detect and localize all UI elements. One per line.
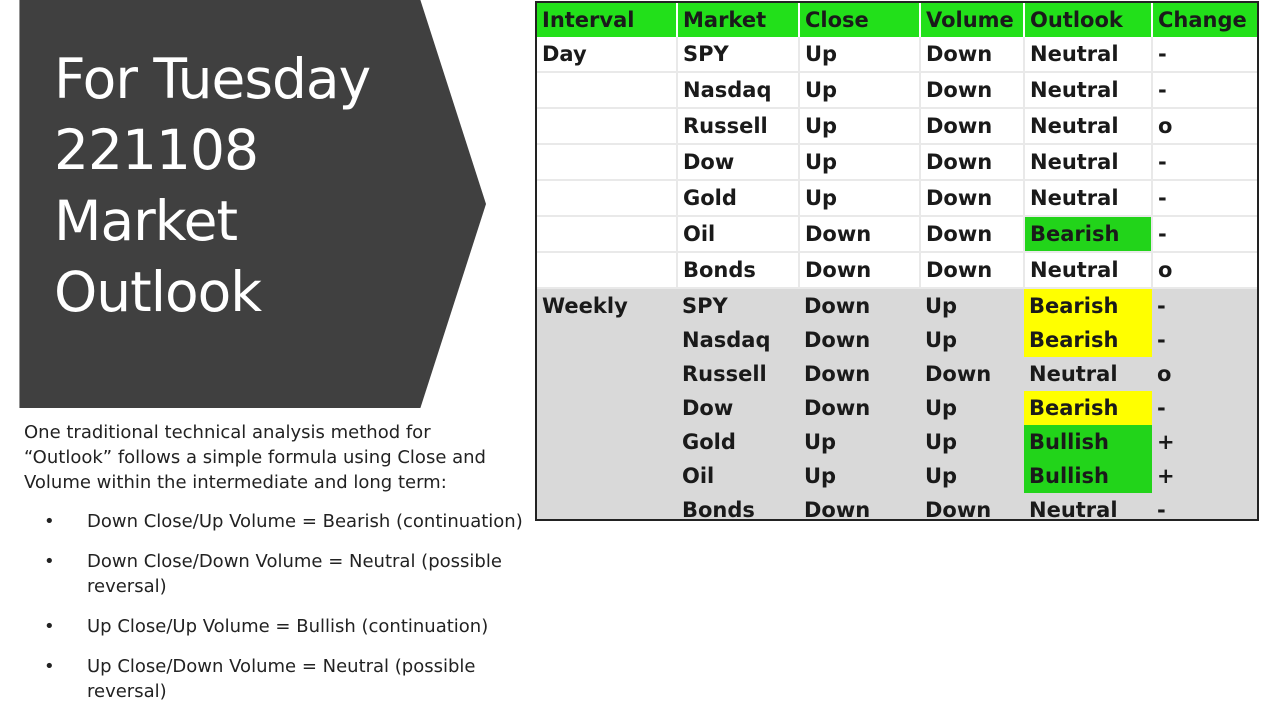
cell-market: Gold: [677, 180, 799, 216]
rule-text: Up Close/Down Volume = Neutral (possible reversal): [87, 656, 476, 702]
rule-item: [24, 614, 524, 639]
table-row: [537, 459, 1257, 493]
header-interval: Interval: [537, 3, 677, 37]
cell-volume: Down: [920, 252, 1024, 288]
cell-close: Up: [799, 108, 920, 144]
cell-market: Bonds: [677, 252, 799, 288]
table-row: [537, 72, 1257, 108]
cell-interval: [537, 72, 677, 108]
outlook-explanation: [24, 420, 524, 719]
bullet-icon: •: [44, 551, 55, 572]
cell-change: -: [1152, 288, 1257, 323]
table-row: [537, 391, 1257, 425]
cell-change: o: [1152, 357, 1257, 391]
table-row: [537, 357, 1257, 391]
cell-change: -: [1152, 216, 1257, 252]
cell-outlook: Bearish: [1024, 216, 1152, 252]
outlook-table-container: [535, 1, 1259, 521]
cell-change: o: [1152, 252, 1257, 288]
cell-change: -: [1152, 493, 1257, 521]
cell-market: Bonds: [677, 493, 799, 521]
cell-outlook: Neutral: [1024, 72, 1152, 108]
cell-outlook: Bearish: [1024, 323, 1152, 357]
cell-market: SPY: [677, 37, 799, 72]
title-line: Outlook: [54, 260, 262, 324]
cell-market: Nasdaq: [677, 323, 799, 357]
cell-close: Down: [799, 216, 920, 252]
cell-volume: Down: [920, 357, 1024, 391]
cell-close: Up: [799, 144, 920, 180]
cell-close: Down: [799, 357, 920, 391]
cell-volume: Down: [920, 180, 1024, 216]
cell-change: -: [1152, 72, 1257, 108]
header-market: Market: [677, 3, 799, 37]
title-line: Market: [54, 189, 238, 253]
header-outlook: Outlook: [1024, 3, 1152, 37]
table-body: [537, 37, 1257, 521]
table-header-row: [537, 3, 1257, 37]
cell-volume: Up: [920, 391, 1024, 425]
cell-volume: Up: [920, 323, 1024, 357]
cell-outlook: Bullish: [1024, 459, 1152, 493]
cell-interval: Day: [537, 37, 677, 72]
cell-market: Oil: [677, 216, 799, 252]
cell-volume: Up: [920, 288, 1024, 323]
cell-interval: [537, 108, 677, 144]
cell-interval: [537, 391, 677, 425]
cell-outlook: Neutral: [1024, 108, 1152, 144]
table-row: [537, 288, 1257, 323]
bullet-icon: •: [44, 616, 55, 637]
cell-interval: Weekly: [537, 288, 677, 323]
rule-item: [24, 654, 524, 704]
cell-close: Down: [799, 323, 920, 357]
cell-change: -: [1152, 323, 1257, 357]
cell-volume: Down: [920, 108, 1024, 144]
cell-interval: [537, 425, 677, 459]
cell-outlook: Bearish: [1024, 288, 1152, 323]
cell-market: Russell: [677, 108, 799, 144]
cell-interval: [537, 180, 677, 216]
cell-volume: Down: [920, 37, 1024, 72]
table-row: [537, 37, 1257, 72]
cell-market: Gold: [677, 425, 799, 459]
cell-volume: Down: [920, 72, 1024, 108]
cell-outlook: Neutral: [1024, 493, 1152, 521]
cell-close: Up: [799, 425, 920, 459]
explanation-intro: One traditional technical analysis method for “Outlook” follows a simple formula using Close and Volume within the intermediate and long term:: [24, 422, 486, 493]
page-title: [54, 44, 434, 328]
cell-market: Nasdaq: [677, 72, 799, 108]
title-line: For Tuesday: [54, 47, 371, 111]
cell-interval: [537, 216, 677, 252]
cell-change: +: [1152, 425, 1257, 459]
table-row: [537, 180, 1257, 216]
cell-market: Russell: [677, 357, 799, 391]
header-volume: Volume: [920, 3, 1024, 37]
cell-change: -: [1152, 37, 1257, 72]
bullet-icon: •: [44, 511, 55, 532]
rule-text: Down Close/Down Volume = Neutral (possible reversal): [87, 551, 502, 597]
cell-market: Oil: [677, 459, 799, 493]
outlook-rules-list: [24, 509, 524, 704]
table-row: [537, 216, 1257, 252]
table-row: [537, 144, 1257, 180]
rule-text: Down Close/Up Volume = Bearish (continuation): [87, 511, 523, 532]
table-row: [537, 425, 1257, 459]
cell-outlook: Neutral: [1024, 252, 1152, 288]
cell-change: o: [1152, 108, 1257, 144]
cell-volume: Up: [920, 459, 1024, 493]
cell-outlook: Neutral: [1024, 144, 1152, 180]
cell-change: +: [1152, 459, 1257, 493]
cell-close: Down: [799, 288, 920, 323]
cell-outlook: Bullish: [1024, 425, 1152, 459]
cell-interval: [537, 144, 677, 180]
cell-outlook: Neutral: [1024, 37, 1152, 72]
table-row: [537, 323, 1257, 357]
cell-interval: [537, 252, 677, 288]
rule-item: [24, 509, 524, 534]
outlook-table: [537, 3, 1257, 521]
cell-change: -: [1152, 144, 1257, 180]
cell-close: Down: [799, 252, 920, 288]
cell-close: Down: [799, 391, 920, 425]
cell-volume: Up: [920, 425, 1024, 459]
cell-interval: [537, 459, 677, 493]
table-row: [537, 108, 1257, 144]
cell-close: Up: [799, 180, 920, 216]
cell-interval: [537, 323, 677, 357]
table-row: [537, 493, 1257, 521]
header-close: Close: [799, 3, 920, 37]
cell-volume: Down: [920, 144, 1024, 180]
rule-item: [24, 549, 524, 599]
cell-market: Dow: [677, 144, 799, 180]
cell-close: Up: [799, 37, 920, 72]
rule-text: Up Close/Up Volume = Bullish (continuation): [87, 616, 489, 637]
cell-interval: [537, 357, 677, 391]
cell-outlook: Neutral: [1024, 357, 1152, 391]
cell-market: SPY: [677, 288, 799, 323]
cell-outlook: Bearish: [1024, 391, 1152, 425]
cell-change: -: [1152, 180, 1257, 216]
title-line: 221108: [54, 118, 258, 182]
cell-close: Down: [799, 493, 920, 521]
cell-volume: Down: [920, 216, 1024, 252]
bullet-icon: •: [44, 656, 55, 677]
cell-interval: [537, 493, 677, 521]
cell-close: Up: [799, 459, 920, 493]
table-row: [537, 252, 1257, 288]
header-change: Change: [1152, 3, 1257, 37]
cell-change: -: [1152, 391, 1257, 425]
cell-market: Dow: [677, 391, 799, 425]
cell-outlook: Neutral: [1024, 180, 1152, 216]
cell-volume: Down: [920, 493, 1024, 521]
cell-close: Up: [799, 72, 920, 108]
